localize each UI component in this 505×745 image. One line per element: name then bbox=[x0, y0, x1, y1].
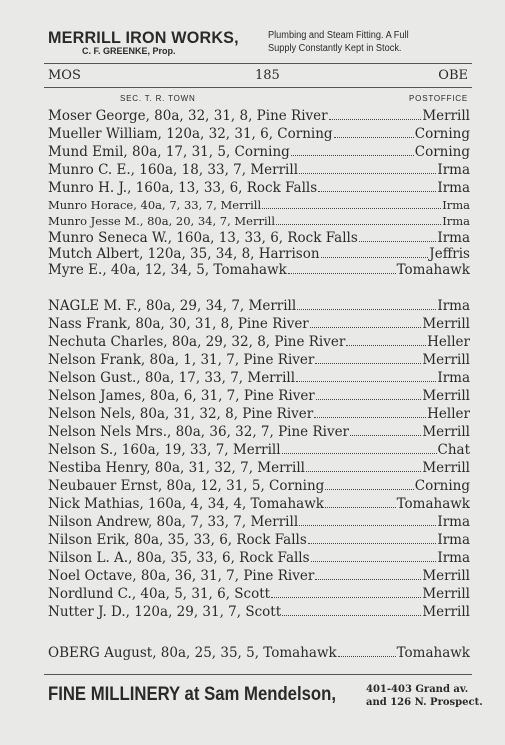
bottom-advertisement bbox=[48, 680, 483, 714]
leader-dots bbox=[359, 231, 437, 242]
entry-description: Nilson Erik, 80a, 35, 33, 6, Rock Falls bbox=[48, 532, 307, 548]
entry-description: Nilson L. A., 80a, 35, 33, 6, Rock Falls bbox=[48, 550, 310, 566]
header-rule-top bbox=[44, 63, 472, 64]
entry-postoffice: Irma bbox=[437, 514, 470, 530]
leader-dots bbox=[314, 407, 426, 418]
entry-postoffice: Corning bbox=[414, 144, 470, 160]
header-right-guide: OBE bbox=[438, 68, 468, 83]
directory-entry bbox=[48, 162, 470, 180]
entry-description: NAGLE M. F., 80a, 29, 34, 7, Merrill bbox=[48, 298, 297, 314]
entry-description: Munro Jesse M., 80a, 20, 34, 7, Merrill bbox=[48, 214, 276, 228]
running-header bbox=[48, 68, 468, 84]
leader-dots bbox=[321, 247, 429, 258]
col-heading-sec: SEC. T. R. TOWN bbox=[120, 94, 196, 103]
entry-postoffice: Tomahawk bbox=[396, 262, 470, 278]
entry-description: Nelson James, 80a, 6, 31, 7, Pine River bbox=[48, 388, 315, 404]
entry-postoffice: Irma bbox=[437, 298, 470, 314]
entry-postoffice: Irma bbox=[442, 198, 470, 212]
page-number: 185 bbox=[255, 68, 280, 83]
entry-description: Nutter J. D., 120a, 29, 31, 7, Scott bbox=[48, 604, 282, 620]
directory-entry bbox=[48, 352, 470, 370]
directory-entry bbox=[48, 298, 470, 316]
entry-description: Myre E., 40a, 12, 34, 5, Tomahawk bbox=[48, 262, 287, 278]
ad-tagline-2: Supply Constantly Kept in Stock. bbox=[268, 43, 402, 54]
entry-description: Nechuta Charles, 80a, 29, 32, 8, Pine River bbox=[48, 334, 346, 350]
entry-description: Nordlund C., 40a, 5, 31, 6, Scott bbox=[48, 586, 271, 602]
entry-postoffice: Merrill bbox=[422, 568, 470, 584]
entry-description: Mueller William, 120a, 32, 31, 6, Corning bbox=[48, 126, 333, 142]
ad-proprietor: C. F. GREENKE, Prop. bbox=[82, 46, 176, 56]
entry-description: Munro H. J., 160a, 13, 33, 6, Rock Falls bbox=[48, 180, 318, 196]
entry-postoffice: Heller bbox=[427, 406, 470, 422]
directory-entry bbox=[48, 262, 470, 280]
entry-description: Nelson Nels Mrs., 80a, 36, 32, 7, Pine River bbox=[48, 424, 350, 440]
entry-description: Noel Octave, 80a, 36, 31, 7, Pine River bbox=[48, 568, 315, 584]
leader-dots bbox=[334, 127, 414, 138]
directory-entry bbox=[48, 460, 470, 478]
entry-description: Nilson Andrew, 80a, 7, 33, 7, Merrill bbox=[48, 514, 299, 530]
directory-entry bbox=[48, 532, 470, 550]
entry-description: Munro Horace, 40a, 7, 33, 7, Merrill bbox=[48, 198, 262, 212]
entry-postoffice: Merrill bbox=[422, 604, 470, 620]
entry-postoffice: Corning bbox=[414, 478, 470, 494]
directory-entry bbox=[48, 424, 470, 442]
leader-dots bbox=[288, 263, 396, 274]
directory-entry bbox=[48, 144, 470, 162]
entry-postoffice: Merrill bbox=[422, 108, 470, 124]
ad-tagline-1: Plumbing and Steam Fitting. A Full bbox=[268, 30, 409, 41]
ad-millinery: FINE MILLINERY at Sam Mendelson, bbox=[48, 684, 337, 705]
entry-postoffice: Merrill bbox=[422, 352, 470, 368]
entry-postoffice: Irma bbox=[437, 230, 470, 246]
leader-dots bbox=[316, 389, 422, 400]
directory-entry bbox=[48, 370, 470, 388]
entry-postoffice: Irma bbox=[437, 370, 470, 386]
leader-dots bbox=[350, 425, 421, 436]
entry-postoffice: Merrill bbox=[422, 424, 470, 440]
directory-entry bbox=[48, 126, 470, 144]
entry-postoffice: Jeffris bbox=[429, 246, 470, 262]
leader-dots bbox=[299, 515, 436, 526]
entry-description: Mund Emil, 80a, 17, 31, 5, Corning bbox=[48, 144, 290, 160]
top-advertisement bbox=[48, 26, 478, 62]
directory-entry bbox=[48, 550, 470, 568]
leader-dots bbox=[276, 214, 441, 225]
directory-entry bbox=[48, 406, 470, 424]
directory-entry bbox=[48, 586, 470, 604]
directory-entry bbox=[48, 442, 470, 460]
ad-address-1: 401-403 Grand av. bbox=[366, 684, 469, 695]
entry-postoffice: Irma bbox=[437, 550, 470, 566]
directory-entry bbox=[48, 645, 470, 663]
entry-description: Nelson Frank, 80a, 1, 31, 7, Pine River bbox=[48, 352, 315, 368]
leader-dots bbox=[282, 605, 421, 616]
leader-dots bbox=[271, 587, 421, 598]
entry-description: Munro Seneca W., 160a, 13, 33, 6, Rock Falls bbox=[48, 230, 358, 246]
entry-description: Munro C. E., 160a, 18, 33, 7, Merrill bbox=[48, 162, 299, 178]
entry-postoffice: Chat bbox=[437, 442, 470, 458]
leader-dots bbox=[282, 443, 437, 454]
leader-dots bbox=[306, 461, 421, 472]
entry-postoffice: Corning bbox=[414, 126, 470, 142]
leader-dots bbox=[299, 163, 436, 174]
entry-postoffice: Heller bbox=[427, 334, 470, 350]
leader-dots bbox=[311, 551, 437, 562]
leader-dots bbox=[315, 569, 421, 580]
entry-postoffice: Merrill bbox=[422, 460, 470, 476]
directory-entry bbox=[48, 388, 470, 406]
directory-entry bbox=[48, 180, 470, 198]
leader-dots bbox=[318, 181, 436, 192]
entry-description: Nick Mathias, 160a, 4, 34, 4, Tomahawk bbox=[48, 496, 324, 512]
entry-postoffice: Tomahawk bbox=[396, 496, 470, 512]
leader-dots bbox=[338, 646, 396, 657]
ad-firm-name: MERRILL IRON WORKS, bbox=[48, 28, 239, 47]
entry-postoffice: Merrill bbox=[422, 316, 470, 332]
leader-dots bbox=[346, 335, 426, 346]
header-rule-bottom bbox=[44, 87, 472, 88]
entry-postoffice: Irma bbox=[442, 214, 470, 228]
leader-dots bbox=[262, 198, 441, 209]
ad-address-2: and 126 N. Prospect. bbox=[366, 697, 483, 708]
entry-postoffice: Irma bbox=[437, 162, 470, 178]
leader-dots bbox=[325, 479, 413, 490]
directory-entry bbox=[48, 514, 470, 532]
entry-description: Nelson S., 160a, 19, 33, 7, Merrill bbox=[48, 442, 281, 458]
leader-dots bbox=[310, 317, 422, 328]
entry-description: Nelson Nels, 80a, 31, 32, 8, Pine River bbox=[48, 406, 314, 422]
directory-entry bbox=[48, 316, 470, 334]
entry-postoffice: Merrill bbox=[422, 586, 470, 602]
directory-entry bbox=[48, 108, 470, 126]
directory-entry bbox=[48, 496, 470, 514]
directory-entry bbox=[48, 214, 470, 228]
leader-dots bbox=[315, 353, 421, 364]
leader-dots bbox=[308, 533, 437, 544]
leader-dots bbox=[291, 145, 414, 156]
entry-description: Nelson Gust., 80a, 17, 33, 7, Merrill bbox=[48, 370, 296, 386]
entry-description: OBERG August, 80a, 25, 35, 5, Tomahawk bbox=[48, 645, 337, 661]
entry-description: Neubauer Ernst, 80a, 12, 31, 5, Corning bbox=[48, 478, 325, 494]
entry-description: Moser George, 80a, 32, 31, 8, Pine River bbox=[48, 108, 328, 124]
footer-rule bbox=[44, 674, 472, 675]
directory-entry bbox=[48, 478, 470, 496]
entry-postoffice: Irma bbox=[437, 532, 470, 548]
directory-entry bbox=[48, 198, 470, 212]
directory-entry bbox=[48, 604, 470, 622]
entry-postoffice: Tomahawk bbox=[396, 645, 470, 661]
entry-description: Nass Frank, 80a, 30, 31, 8, Pine River bbox=[48, 316, 309, 332]
leader-dots bbox=[297, 299, 436, 310]
entry-postoffice: Merrill bbox=[422, 388, 470, 404]
header-left-guide: MOS bbox=[48, 68, 81, 83]
entry-description: Mutch Albert, 120a, 35, 34, 8, Harrison bbox=[48, 246, 320, 262]
leader-dots bbox=[325, 497, 396, 508]
col-heading-postoffice: POSTOFFICE bbox=[409, 94, 468, 103]
entry-postoffice: Irma bbox=[437, 180, 470, 196]
directory-entry bbox=[48, 568, 470, 586]
entry-description: Nestiba Henry, 80a, 31, 32, 7, Merrill bbox=[48, 460, 305, 476]
directory-entry bbox=[48, 334, 470, 352]
leader-dots bbox=[329, 109, 422, 120]
leader-dots bbox=[296, 371, 436, 382]
